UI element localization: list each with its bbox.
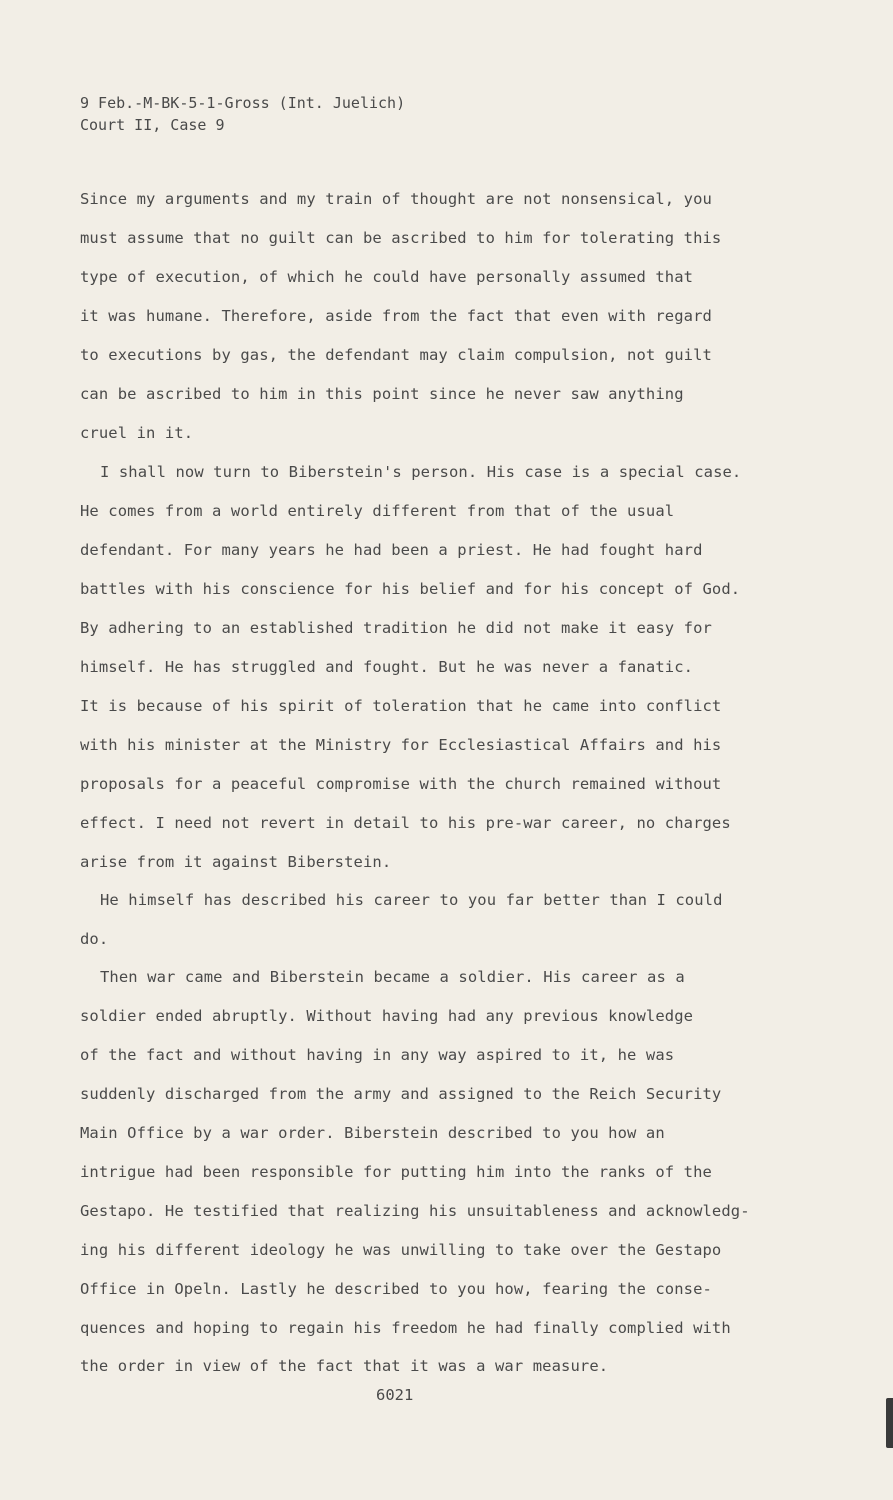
text-line: intrigue had been responsible for putting him into the ranks of the xyxy=(80,1163,712,1181)
text-line: arise from it against Biberstein. xyxy=(80,853,392,871)
text-line: cruel in it. xyxy=(80,424,194,442)
text-line: of the fact and without having in any way aspired to it, he was xyxy=(80,1046,675,1064)
text-line: I shall now turn to Biberstein's person. His case is a special case. xyxy=(100,463,742,481)
document-header xyxy=(80,92,405,136)
text-line: suddenly discharged from the army and assigned to the Reich Security xyxy=(80,1085,722,1103)
text-line: Office in Opeln. Lastly he described to you how, fearing the conse- xyxy=(80,1280,712,1298)
text-line: It is because of his spirit of toleration that he came into conflict xyxy=(80,697,722,715)
text-line: battles with his conscience for his belief and for his concept of God. xyxy=(80,580,741,598)
text-line: himself. He has struggled and fought. But he was never a fanatic. xyxy=(80,658,694,676)
text-line: ing his different ideology he was unwilling to take over the Gestapo xyxy=(80,1241,722,1259)
binding-edge-mark xyxy=(886,1398,893,1448)
text-line: Then war came and Biberstein became a soldier. His career as a xyxy=(100,968,685,986)
text-line: soldier ended abruptly. Without having had any previous knowledge xyxy=(80,1007,694,1025)
page-number: 6021 xyxy=(376,1386,414,1404)
header-court: Court II, Case 9 xyxy=(80,116,225,134)
text-line: the order in view of the fact that it was a war measure. xyxy=(80,1357,609,1375)
text-line: Main Office by a war order. Biberstein described to you how an xyxy=(80,1124,665,1142)
text-line: effect. I need not revert in detail to his pre-war career, no charges xyxy=(80,814,731,832)
text-line: must assume that no guilt can be ascribed to him for tolerating this xyxy=(80,229,722,247)
text-line: He comes from a world entirely different from that of the usual xyxy=(80,502,675,520)
text-line: proposals for a peaceful compromise with the church remained without xyxy=(80,775,722,793)
header-reference: 9 Feb.-M-BK-5-1-Gross (Int. Juelich) xyxy=(80,94,406,112)
text-line: do. xyxy=(80,930,109,948)
text-line: it was humane. Therefore, aside from the fact that even with regard xyxy=(80,307,712,325)
text-line: type of execution, of which he could have personally assumed that xyxy=(80,268,694,286)
text-line: to executions by gas, the defendant may claim compulsion, not guilt xyxy=(80,346,712,364)
text-line: quences and hoping to regain his freedom he had finally complied with xyxy=(80,1319,731,1337)
text-line: can be ascribed to him in this point since he never saw anything xyxy=(80,385,684,403)
text-line: defendant. For many years he had been a priest. He had fought hard xyxy=(80,541,703,559)
text-line: He himself has described his career to you far better than I could xyxy=(100,891,723,909)
text-line: with his minister at the Ministry for Ecclesiastical Affairs and his xyxy=(80,736,722,754)
text-line: Since my arguments and my train of thought are not nonsensical, you xyxy=(80,190,712,208)
text-line: By adhering to an established tradition he did not make it easy for xyxy=(80,619,712,637)
text-line: Gestapo. He testified that realizing his unsuitableness and acknowledg- xyxy=(80,1202,750,1220)
